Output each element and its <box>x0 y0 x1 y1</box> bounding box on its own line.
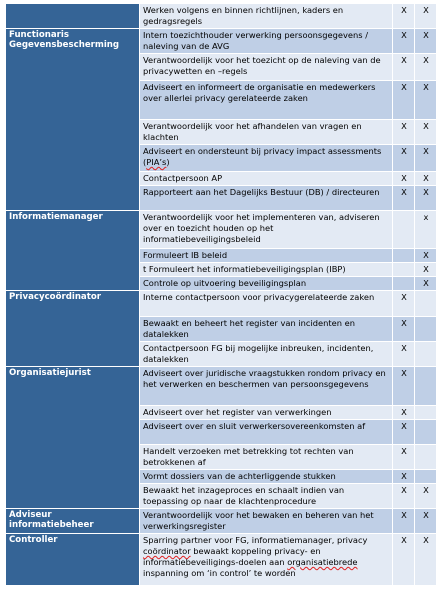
task-text: Contactpersoon AP <box>143 173 223 183</box>
mark-cell-1 <box>393 263 415 277</box>
mark-cell-1 <box>393 277 415 291</box>
mark-cell-2: X <box>415 534 437 586</box>
task-cell <box>140 120 393 145</box>
task-text: Contactpersoon FG bij mogelijke inbreuken, incidenten, datalekken <box>143 343 374 364</box>
task-cell <box>140 420 393 445</box>
table-row <box>6 534 437 586</box>
mark-cell-1: X <box>393 4 415 29</box>
task-text: Adviseert en ondersteunt bij privacy impact assessments (PIA’s) <box>143 146 382 167</box>
task-text: Bewaakt het inzageproces en schaalt indien van toepassing op naar de klachtenprocedure <box>143 485 345 506</box>
task-text: t Formuleert het informatiebeveiligingsplan (IBP) <box>143 264 346 274</box>
mark-cell-2: X <box>415 145 437 172</box>
task-cell <box>140 277 393 291</box>
task-cell <box>140 145 393 172</box>
mark-cell-1: X <box>393 420 415 445</box>
task-cell <box>140 509 393 534</box>
mark-cell-1: X <box>393 367 415 406</box>
role-cell: Informatiemanager <box>6 211 140 291</box>
mark-cell-2 <box>415 342 437 367</box>
mark-cell-2: X <box>415 263 437 277</box>
mark-cell-2: X <box>415 249 437 263</box>
table-row <box>6 29 437 54</box>
mark-cell-2: X <box>415 4 437 29</box>
mark-cell-2 <box>415 420 437 445</box>
mark-cell-1: X <box>393 120 415 145</box>
mark-cell-2: X <box>415 509 437 534</box>
task-text: Controle op uitvoering beveiligingsplan <box>143 278 307 288</box>
mark-cell-1: X <box>393 534 415 586</box>
task-text: Adviseert en informeert de organisatie en medewerkers over allerlei privacy gerelateerde zaken <box>143 82 376 103</box>
roles-responsibilities-table <box>5 3 437 586</box>
mark-cell-2: x <box>415 211 437 249</box>
task-cell <box>140 470 393 484</box>
task-cell <box>140 317 393 342</box>
mark-cell-2 <box>415 291 437 317</box>
mark-cell-1: X <box>393 29 415 54</box>
task-text: Interne contactpersoon voor privacygerelateerde zaken <box>143 292 375 302</box>
task-text: Verantwoordelijk voor het implementeren van, adviseren over en toezicht houden op het informatiebeveiligingsbeleid <box>143 212 380 244</box>
mark-cell-1: X <box>393 406 415 420</box>
mark-cell-1: X <box>393 509 415 534</box>
task-text: Formuleert IB beleid <box>143 250 228 260</box>
mark-cell-2: X <box>415 120 437 145</box>
role-cell: Privacycoördinator <box>6 291 140 367</box>
table-row <box>6 509 437 534</box>
task-text: Sparring partner voor FG, informatiemanager, privacy coördinator bewaakt koppeling privacy- en informatiebeveiligings-doelen aan organisatiebrede inspanning om ‘in control’ te worden <box>143 535 368 578</box>
mark-cell-2 <box>415 406 437 420</box>
mark-cell-1: X <box>393 342 415 367</box>
task-text: Adviseert over het register van verwerkingen <box>143 407 332 417</box>
role-cell: Controller <box>6 534 140 586</box>
table-row <box>6 291 437 317</box>
task-cell <box>140 291 393 317</box>
role-cell: Organisatiejurist <box>6 367 140 509</box>
task-text: Verantwoordelijk voor het toezicht op de naleving van de privacywetten en –regels <box>143 55 381 76</box>
task-cell <box>140 534 393 586</box>
table-row <box>6 4 437 29</box>
role-cell: Adviseur informatiebeheer <box>6 509 140 534</box>
task-text: Rapporteert aan het Dagelijks Bestuur (DB) / directeuren <box>143 187 380 197</box>
mark-cell-2: X <box>415 29 437 54</box>
mark-cell-1: X <box>393 145 415 172</box>
mark-cell-1: X <box>393 81 415 120</box>
role-cell: Functionaris Gegevensbescherming <box>6 29 140 211</box>
task-cell <box>140 406 393 420</box>
task-cell <box>140 484 393 509</box>
mark-cell-1: X <box>393 186 415 211</box>
mark-cell-1 <box>393 249 415 263</box>
task-cell <box>140 445 393 470</box>
task-cell <box>140 172 393 186</box>
task-text: Handelt verzoeken met betrekking tot rechten van betrokkenen af <box>143 446 354 467</box>
task-cell <box>140 211 393 249</box>
task-text: Intern toezichthouder verwerking persoonsgegevens / naleving van de AVG <box>143 30 369 51</box>
mark-cell-1: X <box>393 445 415 470</box>
roles-table-body <box>6 4 437 586</box>
task-cell <box>140 4 393 29</box>
mark-cell-1 <box>393 211 415 249</box>
task-cell <box>140 263 393 277</box>
mark-cell-1: X <box>393 317 415 342</box>
mark-cell-2 <box>415 445 437 470</box>
task-cell <box>140 367 393 406</box>
task-cell <box>140 54 393 81</box>
mark-cell-2: X <box>415 186 437 211</box>
task-cell <box>140 342 393 367</box>
role-cell <box>6 4 140 29</box>
mark-cell-2: X <box>415 54 437 81</box>
task-cell <box>140 29 393 54</box>
mark-cell-2: X <box>415 81 437 120</box>
table-row <box>6 367 437 406</box>
task-text: Vormt dossiers van de achterliggende stukken <box>143 471 336 481</box>
mark-cell-2: X <box>415 277 437 291</box>
task-cell <box>140 81 393 120</box>
mark-cell-2: X <box>415 172 437 186</box>
mark-cell-1: X <box>393 484 415 509</box>
task-text: Verantwoordelijk voor het bewaken en beheren van het verwerkingsregister <box>143 510 374 531</box>
table-row <box>6 211 437 249</box>
task-cell <box>140 249 393 263</box>
mark-cell-1: X <box>393 291 415 317</box>
mark-cell-2 <box>415 470 437 484</box>
mark-cell-1: X <box>393 54 415 81</box>
mark-cell-1: X <box>393 172 415 186</box>
task-cell <box>140 186 393 211</box>
mark-cell-2 <box>415 317 437 342</box>
task-text: Werken volgens en binnen richtlijnen, kaders en gedragsregels <box>143 5 344 26</box>
task-text: Adviseert over juridische vraagstukken rondom privacy en het verwerken en beschermen van persoonsgegevens <box>143 368 386 389</box>
task-text: Bewaakt en beheert het register van incidenten en datalekken <box>143 318 356 339</box>
mark-cell-2 <box>415 367 437 406</box>
roles-table-frame <box>5 3 436 592</box>
mark-cell-1: X <box>393 470 415 484</box>
task-text: Adviseert over en sluit verwerkersovereenkomsten af <box>143 421 366 431</box>
task-text: Verantwoordelijk voor het afhandelen van vragen en klachten <box>143 121 362 142</box>
mark-cell-2: X <box>415 484 437 509</box>
